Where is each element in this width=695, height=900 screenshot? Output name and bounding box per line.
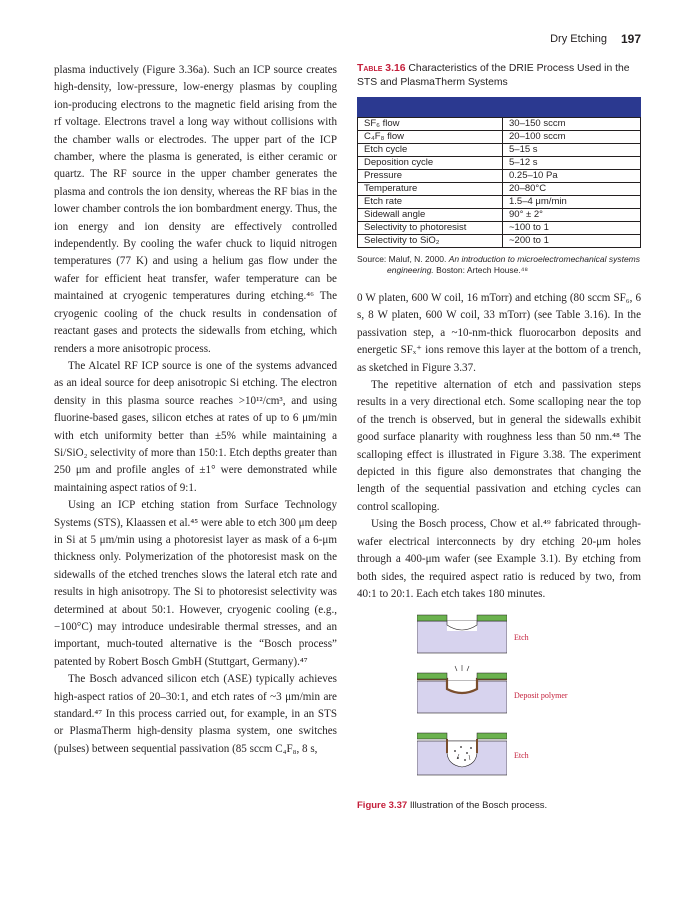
- value-cell: 30–150 sccm: [503, 118, 641, 131]
- param-cell: Deposition cycle: [358, 157, 503, 170]
- drie-table: [357, 117, 641, 248]
- paragraph: Using the Bosch process, Chow et al.⁴⁹ fabricated through-wafer electrical interconnects by dry etching 20-μm holes through a 400-μm wafer (see Example 3.1). By etching from both sides, the required aspect ratio is reduced by two, from 40:1 to 20:1. Each etch takes 180 minutes.: [357, 518, 641, 600]
- value-cell: 0.25–10 Pa: [503, 170, 641, 183]
- param-cell: C₄F₈ flow: [358, 131, 503, 144]
- param-cell: Selectivity to photoresist: [358, 222, 503, 235]
- value-cell: 20–80°C: [503, 183, 641, 196]
- param-cell: Selectivity to SiO₂: [358, 235, 503, 248]
- table-row: [358, 118, 641, 131]
- figure-caption: [357, 800, 641, 811]
- table-label: Table 3.16: [357, 63, 406, 74]
- param-cell: SF₆ flow: [358, 118, 503, 131]
- table-caption: [357, 62, 641, 90]
- paragraph: The Bosch advanced silicon etch (ASE) typically achieves high-aspect ratios of 20–30:1, and etch rates of ~3 μm/min are standard.⁴⁷ In this process carried out, for example, in an STS or PlasmaTherm high-density plasma system, one switches (pulses) between sequential passivation (85 sccm C₄F₈, 8 s,: [54, 673, 337, 755]
- paragraph: 0 W platen, 600 W coil, 16 mTorr) and etching (80 sccm SF₆, 6 s, 8 W platen, 600 W coil, 33 mTorr) (see Table 3.16). In the passivation step, a ~10-nm-thick fluorocarbon deposits and energetic SFₓ⁺ ions remove this layer at the bottom of a trench, as sketched in Figure 3.37.: [357, 292, 641, 374]
- param-cell: Sidewall angle: [358, 209, 503, 222]
- table-row: [358, 157, 641, 170]
- deposit-step: [417, 665, 507, 713]
- paragraph: Using an ICP etching station from Surface Technology Systems (STS), Klaassen et al.⁴⁵ were able to etch 300 μm deep in Si at 5 μm/min using a photoresist layer as mask of a 6-μm thickness only. Polymerization of the photoresist mask on the sidewalls of the etched trenches slows the lateral etch rate and results in high anisotropy. The Si to photoresist selectivity was determined at about 50:1. However, cryogenic cooling (e.g., −100°C) may introduce undesirable thermal stresses, and an important, much-touted alternative is the “Bosch process” patented by Robert Bosch GmbH (Stuttgart, Germany).⁴⁷: [54, 499, 337, 668]
- figure-caption-text: Illustration of the Bosch process.: [409, 800, 548, 812]
- value-cell: 20–100 sccm: [503, 131, 641, 144]
- figure-step-label: Etch: [514, 633, 529, 643]
- source-publisher: Boston: Artech House.⁴⁸: [436, 265, 528, 275]
- figure-step-label: Deposit polymer: [514, 691, 568, 701]
- param-cell: Pressure: [358, 170, 503, 183]
- etch-step-2: [417, 733, 507, 775]
- paragraph: The repetitive alternation of etch and passivation steps results in a very directional etch. Some scalloping near the top of the trench is observed, but in general the sidewalls exhibit good surface planarity with roughness less than 50 nm.⁴⁸ The scalloping effect is illustrated in Figure 3.38. The experiment depicted in this figure also demonstrates that changing the length of the sequential passivation and etching cycles can control scalloping.: [357, 379, 641, 513]
- figure-step-label: Etch: [514, 751, 529, 761]
- table-row: [358, 144, 641, 157]
- bosch-process-diagram: [417, 613, 507, 793]
- left-column: [54, 62, 337, 758]
- table-row: [358, 209, 641, 222]
- right-column: [357, 62, 641, 811]
- etch-step-1: [417, 615, 507, 653]
- table-row: [358, 222, 641, 235]
- value-cell: 90° ± 2°: [503, 209, 641, 222]
- figure-label: Figure 3.37: [357, 800, 408, 812]
- value-cell: ~200 to 1: [503, 235, 641, 248]
- value-cell: 5–15 s: [503, 144, 641, 157]
- paragraph: plasma inductively (Figure 3.36a). Such an ICP source creates high-density, low-pressure, low-energy plasmas by coupling ion-producing electrons to the magnetic field arising from the rf voltage. Electrons travel a long way without collisions with the chamber walls or electrodes. The upper part of the ICP chamber, where the plasma is generated, is either ceramic or quartz. The RF source in the upper chamber generates the plasma and controls the ion density, whereas the RF bias in the lower chamber controls the ion bombardment energy. Thus, the ion energy and ion density are effectively controlled independently. By cooling the wafer chuck to liquid nitrogen temperatures (77 K) and using a helium gas flow under the wafer for efficient heat transfer, wafer temperature can be maintained at cryogenic temperatures during etching.⁴⁶ The cryogenic cooling of the chuck results in condensation of reactant gases and protects the sidewalls from etching, which renders a more anisotropic process.: [54, 64, 337, 355]
- section-title: Dry Etching: [550, 33, 607, 45]
- table-row: [358, 170, 641, 183]
- table-row: [358, 235, 641, 248]
- source-label: Source:: [357, 254, 387, 264]
- param-cell: Etch cycle: [358, 144, 503, 157]
- value-cell: 1.5–4 μm/min: [503, 196, 641, 209]
- param-cell: Etch rate: [358, 196, 503, 209]
- table-title: Characteristics of the DRIE Process Used in the STS and PlasmaTherm Systems: [357, 63, 630, 88]
- value-cell: ~100 to 1: [503, 222, 641, 235]
- page-number: 197: [620, 32, 641, 46]
- table-row: [358, 183, 641, 196]
- table-source: [357, 254, 641, 276]
- table-header-bar: [357, 97, 641, 117]
- table-row: [358, 131, 641, 144]
- table-row: [358, 196, 641, 209]
- source-author: Maluf, N. 2000.: [388, 254, 447, 264]
- source-title: An introduction to microelectromechanical systems engineering.: [387, 254, 641, 275]
- running-head: [550, 32, 641, 46]
- param-cell: Temperature: [358, 183, 503, 196]
- bosch-figure: [357, 613, 641, 798]
- paragraph: The Alcatel RF ICP source is one of the systems advanced as an ideal source for deep anisotropic Si etching. The electron density in this plasma source reaches >10¹²/cm³, and using fluorine-based gases, silicon etches at rates of up to 6 μm/min with etch uniformity better than ±5% while maintaining a Si/SiO₂ selectivity of more than 150:1. Etch depths greater than 250 μm and profile angles of ±1° were demonstrated while maintaining aspect ratios of 9:1.: [54, 359, 337, 494]
- value-cell: 5–12 s: [503, 157, 641, 170]
